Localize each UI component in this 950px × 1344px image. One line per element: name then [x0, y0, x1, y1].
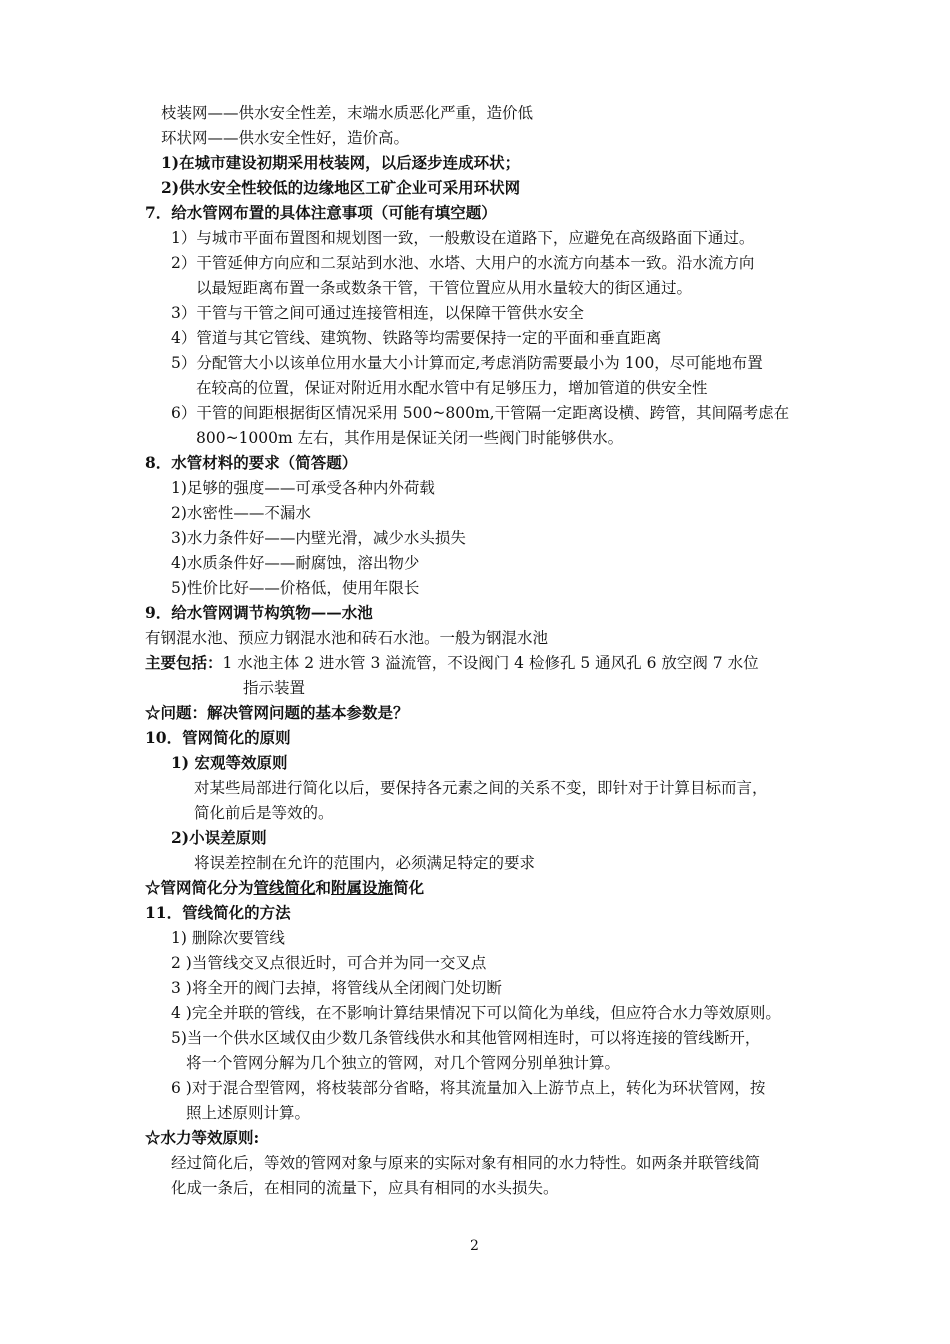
text-line: 5)当一个供水区域仅由少数几条管线供水和其他管网相连时，可以将连接的管线断开， — [171, 1029, 761, 1047]
text-line: 2）干管延伸方向应和二泵站到水池、水塔、大用户的水流方向基本一致。沿水流方向 — [171, 254, 755, 272]
text-line: 6）干管的间距根据街区情况采用 500~800m,干管隔一定距离设横、跨管，其间隔考虑在 — [171, 404, 790, 422]
label-main-includes: 主要包括： — [145, 653, 223, 672]
text-span: 简化 — [393, 878, 425, 897]
section-heading: 7．给水管网布置的具体注意事项（可能有填空题） — [145, 203, 497, 222]
text-line: 简化前后是等效的。 — [194, 804, 334, 822]
text-line: 2)供水安全性较低的边缘地区工矿企业可采用环状网 — [161, 178, 521, 197]
text-line: 2 )当管线交叉点很近时，可合并为同一交叉点 — [171, 954, 487, 972]
subheading: 1) 宏观等效原则 — [171, 753, 288, 772]
text-line: 将误差控制在允许的范围内，必须满足特定的要求 — [194, 854, 536, 872]
star-note: ☆水力等效原则: — [145, 1128, 260, 1147]
text-line: 指示装置 — [243, 679, 306, 697]
text-span: 和 — [315, 878, 332, 897]
text-line: 对某些局部进行简化以后，要保持各元素之间的关系不变，即针对于计算目标而言， — [194, 779, 768, 797]
text-line: 800~1000m 左右，其作用是保证关闭一些阀门时能够供水。 — [196, 429, 624, 447]
text-span: ☆管网简化分为 — [145, 878, 254, 897]
text-line: 枝装网——供水安全性差，末端水质恶化严重，造价低 — [161, 104, 534, 122]
text-line: 在较高的位置，保证对附近用水配水管中有足够压力，增加管道的供安全性 — [196, 379, 708, 397]
underlined-term: 管线简化 — [253, 878, 316, 897]
section-heading: 11．管线简化的方法 — [145, 903, 291, 922]
text-line: 4)水质条件好——耐腐蚀，溶出物少 — [171, 554, 420, 572]
page-number: 2 — [470, 1238, 479, 1254]
text-line: 照上述原则计算。 — [186, 1104, 311, 1122]
text-line: 1）与城市平面布置图和规划图一致，一般敷设在道路下，应避免在高级路面下通过。 — [171, 229, 755, 247]
text-line: 2)水密性——不漏水 — [171, 504, 311, 522]
text-line: 经过简化后，等效的管网对象与原来的实际对象有相同的水力特性。如两条并联管线简 — [171, 1154, 761, 1172]
section-heading: 8．水管材料的要求（简答题） — [145, 453, 358, 472]
text-line: 3 )将全开的阀门去掉，将管线从全闭阀门处切断 — [171, 979, 502, 997]
question-line: ☆问题：解决管网问题的基本参数是？ — [145, 703, 409, 722]
text-line: 4）管道与其它管线、建筑物、铁路等均需要保持一定的平面和垂直距离 — [171, 329, 662, 347]
text-line: 1)足够的强度——可承受各种内外荷载 — [171, 479, 435, 497]
text-line: 将一个管网分解为几个独立的管网，对几个管网分别单独计算。 — [186, 1054, 621, 1072]
text-line: 6 )对于混合型管网，将枝装部分省略，将其流量加入上游节点上，转化为环状管网，按 — [171, 1079, 766, 1097]
text-line: 以最短距离布置一条或数条干管，干管位置应从用水量较大的街区通过。 — [196, 279, 693, 297]
section-heading: 10．管网简化的原则 — [145, 728, 291, 747]
text-span: 1 水池主体 2 进水管 3 溢流管，不设阀门 4 检修孔 5 通风孔 6 放空阀 7 水位 — [222, 654, 759, 672]
text-line: 环状网——供水安全性好，造价高。 — [161, 129, 410, 147]
underlined-term: 附属设施 — [331, 878, 394, 897]
subheading: 2)小误差原则 — [171, 828, 267, 847]
text-line: 1)在城市建设初期采用枝装网，以后逐步连成环状； — [161, 153, 521, 172]
star-note — [145, 878, 424, 898]
text-line: 5）分配管大小以该单位用水量大小计算而定,考虑消防需要最小为 100，尽可能地布置 — [171, 354, 763, 372]
text-line: 3）干管与干管之间可通过连接管相连，以保障干管供水安全 — [171, 304, 584, 322]
text-line — [145, 653, 759, 673]
text-line: 化成一条后，在相同的流量下，应具有相同的水头损失。 — [171, 1179, 559, 1197]
section-heading: 9．给水管网调节构筑物——水池 — [145, 603, 373, 622]
text-line: 4 )完全并联的管线，在不影响计算结果情况下可以简化为单线，但应符合水力等效原则。 — [171, 1004, 781, 1022]
text-line: 1) 删除次要管线 — [171, 929, 285, 947]
text-line: 5)性价比好——价格低，使用年限长 — [171, 579, 420, 597]
text-line: 有钢混水池、预应力钢混水池和砖石水池。一般为钢混水池 — [145, 629, 549, 647]
text-line: 3)水力条件好——内壁光滑，减少水头损失 — [171, 529, 466, 547]
